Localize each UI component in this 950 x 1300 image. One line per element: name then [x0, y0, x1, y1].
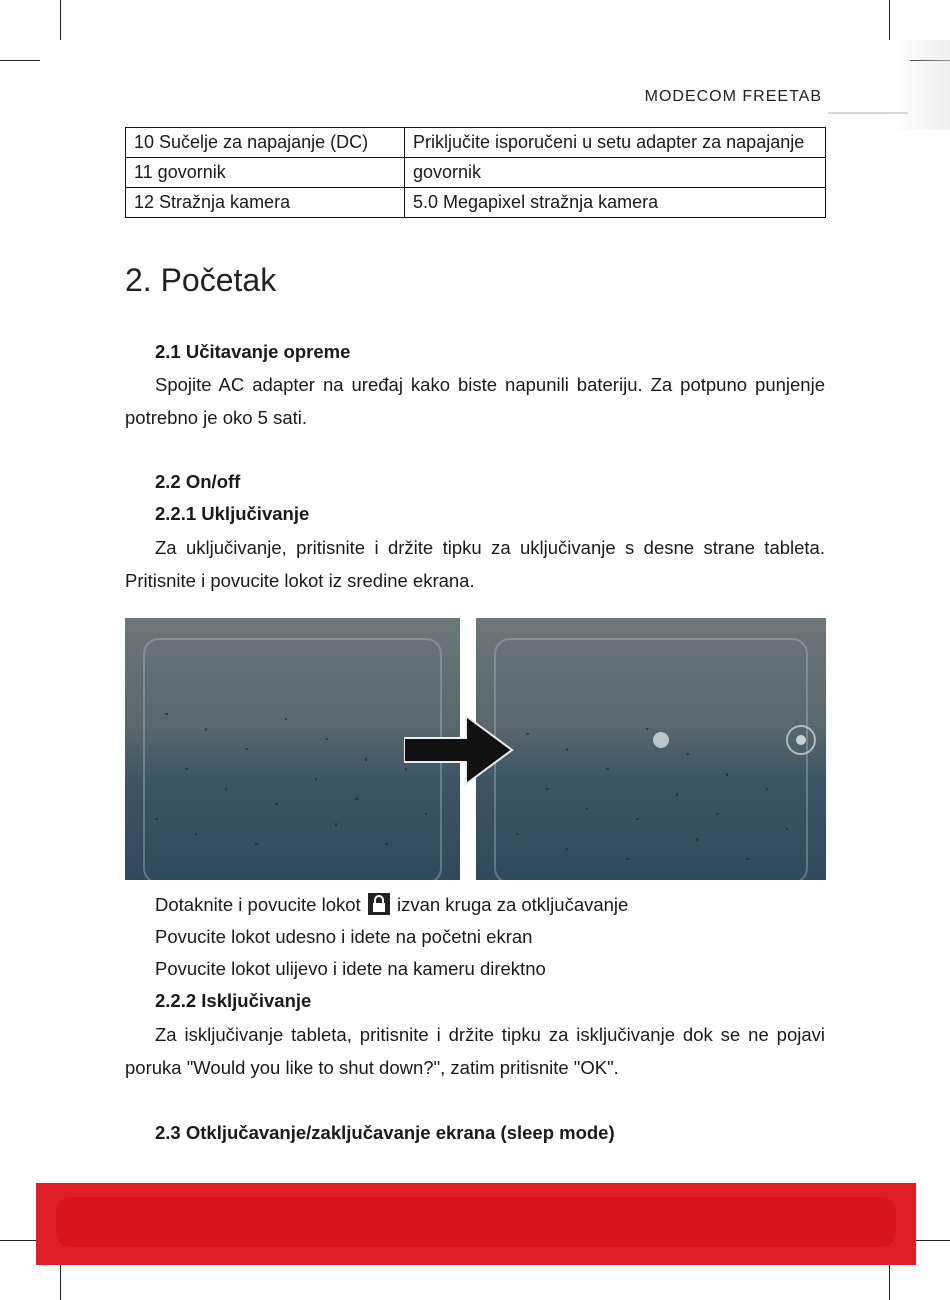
section-title: 2. Početak — [125, 262, 277, 298]
instruction-line: Povucite lokot ulijevo i idete na kameru direktno — [155, 958, 546, 979]
header-rule — [828, 112, 908, 114]
crop-mark — [0, 60, 40, 61]
footer-bar-inner — [56, 1197, 896, 1247]
table-row — [126, 188, 826, 218]
running-header: MODECOM FREETAB — [644, 88, 822, 105]
paragraph: Za uključivanje, pritisnite i držite tipku za uključivanje s desne strane tableta. Pritisnite i povucite lokot iz sredine ekrana. — [125, 537, 825, 591]
subsection-heading: 2.2 On/off — [155, 471, 241, 492]
table-cell: 11 govornik — [126, 158, 405, 188]
subsection-heading: 2.2.1 Uključivanje — [155, 503, 310, 524]
instruction-text: Dotaknite i povucite lokot — [155, 894, 361, 915]
instruction-text: izvan kruga za otključavanje — [396, 894, 629, 915]
instruction-line — [155, 889, 628, 921]
lock-circle-icon — [653, 732, 669, 748]
paragraph: Spojite AC adapter na uređaj kako biste napunili bateriju. Za potpuno punjenje potrebno je oko 5 sati. — [125, 374, 825, 428]
subsection-heading: 2.1 Učitavanje opreme — [155, 341, 351, 362]
paragraph: Za isključivanje tableta, pritisnite i držite tipku za isključivanje dok se ne pojavi poruka "Would you like to shut down?", zatim pritisnite "OK". — [125, 1024, 825, 1078]
footer-bar — [36, 1183, 916, 1265]
instruction-line: Povucite lokot udesno i idete na početni ekran — [155, 926, 533, 947]
crop-mark — [60, 0, 61, 40]
table-row — [126, 158, 826, 188]
lock-icon — [368, 893, 390, 915]
crop-mark — [889, 0, 890, 40]
table-cell: Priključite isporučeni u setu adapter za napajanje — [405, 128, 826, 158]
table-row — [126, 128, 826, 158]
table-cell: 10 Sučelje za napajanje (DC) — [126, 128, 405, 158]
scan-smudge — [890, 40, 950, 130]
crop-mark — [0, 1240, 40, 1241]
spec-table — [125, 127, 826, 218]
crop-mark — [910, 1240, 950, 1241]
crop-mark — [60, 1260, 61, 1300]
screen-texture — [476, 618, 826, 880]
crop-mark — [889, 1260, 890, 1300]
table-cell: 12 Stražnja kamera — [126, 188, 405, 218]
subsection-heading: 2.3 Otključavanje/zaključavanje ekrana (sleep mode) — [155, 1122, 615, 1143]
arrow-right-icon — [404, 710, 524, 790]
subsection-heading: 2.2.2 Isključivanje — [155, 990, 312, 1011]
table-cell: govornik — [405, 158, 826, 188]
tablet-screen-image — [476, 618, 826, 880]
table-cell: 5.0 Megapixel stražnja kamera — [405, 188, 826, 218]
